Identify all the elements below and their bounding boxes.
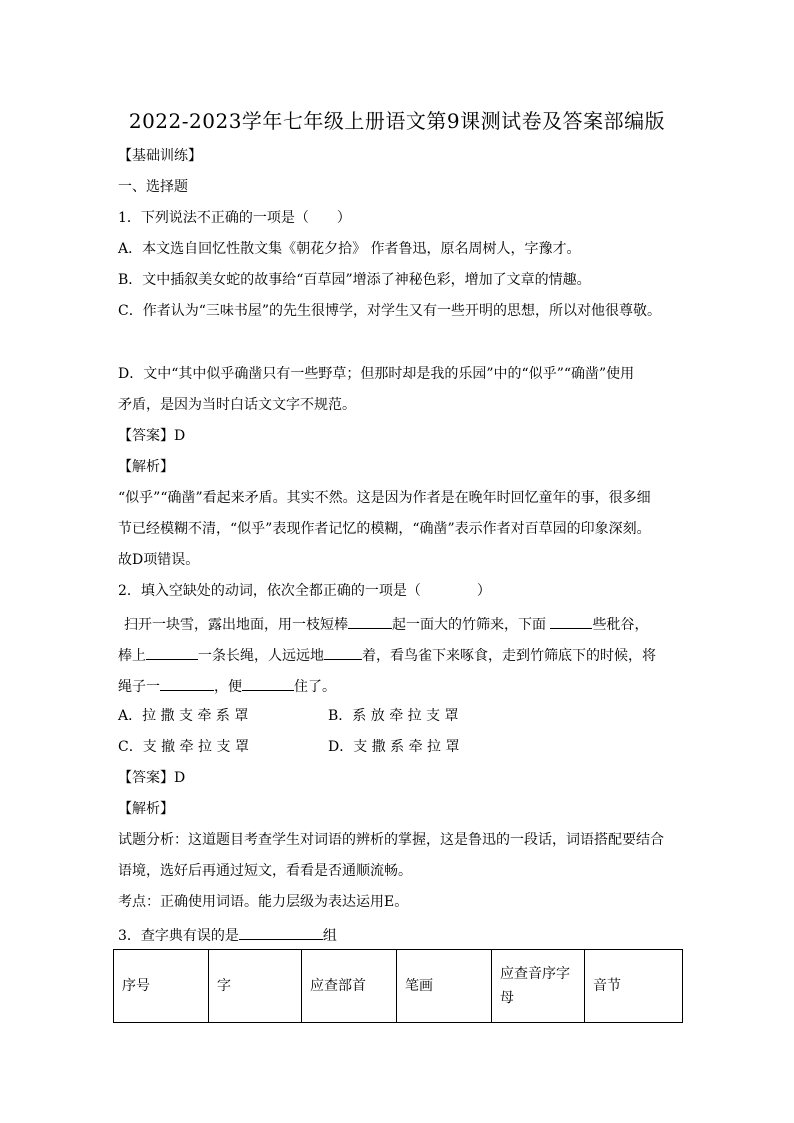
table-header-cell: 字 bbox=[209, 950, 302, 1023]
q2-passage-line2 bbox=[118, 645, 688, 666]
fill-blank bbox=[239, 925, 323, 940]
table-header-cell: 序号 bbox=[114, 950, 209, 1023]
q2-passage-text: 起一面大的竹筛来，下面 bbox=[392, 617, 551, 633]
q2-options-row2 bbox=[118, 737, 688, 757]
q1-option-c: C．作者认为“三味书屋”的先生很博学，对学生又有一些开明的思想，所以对他很尊敬。 bbox=[118, 303, 662, 319]
q1-analysis-label: 【解析】 bbox=[118, 459, 174, 475]
q3-stem bbox=[118, 925, 688, 946]
q1-analysis-line1: “似乎”“确凿”看起来矛盾。其实不然。这是因为作者是在晚年时回忆童年的事，很多细 bbox=[118, 490, 651, 506]
q2-stem: 2．填入空缺处的动词，依次全都正确的一项是（ ） bbox=[118, 583, 491, 599]
q2-passage-text: 绳子一 bbox=[118, 679, 160, 695]
document-title: 2022-2023学年七年级上册语文第9课测试卷及答案部编版 bbox=[128, 109, 666, 133]
q2-analysis-label: 【解析】 bbox=[118, 801, 174, 817]
table-header-cell: 应查音序字母 bbox=[492, 950, 585, 1023]
fill-blank bbox=[324, 645, 362, 660]
q1-option-d-line1: D．文中“其中似乎确凿只有一些野草；但那时却是我的乐园”中的“似乎”“确凿”使用 bbox=[118, 366, 635, 382]
table-header-row bbox=[114, 950, 683, 1023]
q3-stem-text: 3．查字典有误的是 bbox=[118, 928, 239, 944]
q2-passage-text: 扫开一块雪，露出地面，用一枝短棒 bbox=[124, 617, 348, 633]
fill-blank bbox=[146, 645, 198, 660]
fill-blank bbox=[348, 614, 392, 629]
q1-option-d-line2: 矛盾，是因为当时白话文文字不规范。 bbox=[118, 397, 356, 413]
q2-option-c: C．支 撤 牵 拉 支 罩 bbox=[118, 739, 249, 755]
table-header-cell: 笔画 bbox=[397, 950, 492, 1023]
dictionary-lookup-table bbox=[113, 949, 683, 1023]
q2-analysis-line3: 考点：正确使用词语。能力层级为表达运用E。 bbox=[118, 894, 409, 910]
fill-blank bbox=[550, 614, 592, 629]
q1-analysis-line3: 故D项错误。 bbox=[118, 552, 200, 568]
q2-answer: 【答案】D bbox=[118, 770, 186, 786]
fill-blank bbox=[242, 676, 294, 691]
q1-analysis-line2: 节已经模糊不清，“似乎”表现作者记忆的模糊，“确凿”表示作者对百草园的印象深刻。 bbox=[118, 521, 651, 537]
q2-analysis-line2: 语境，选好后再通过短文，看看是否通顺流畅。 bbox=[118, 863, 412, 879]
q2-passage-line3 bbox=[118, 676, 688, 697]
q1-option-a: A．本文选自回忆性散文集《朝花夕拾》 作者鲁迅，原名周树人，字豫才。 bbox=[118, 241, 581, 257]
q2-passage-text: 着，看鸟雀下来啄食，走到竹筛底下的时候，将 bbox=[362, 648, 656, 664]
q2-passage-text: 住了。 bbox=[294, 679, 336, 695]
q2-analysis-line1: 试题分析：这道题目考查学生对词语的辨析的掌握，这是鲁迅的一段话，词语搭配要结合 bbox=[118, 832, 664, 848]
q2-option-d: D．支 撒 系 牵 拉 罩 bbox=[328, 739, 460, 755]
q2-option-a: A．拉 撒 支 牵 系 罩 bbox=[118, 708, 249, 724]
q2-options-row1 bbox=[118, 706, 688, 726]
q1-answer: 【答案】D bbox=[118, 428, 186, 444]
section-basic-training: 【基础训练】 bbox=[118, 148, 202, 164]
q1-option-b: B．文中插叙美女蛇的故事给“百草园”增添了神秘色彩，增加了文章的情趣。 bbox=[118, 272, 591, 288]
q2-passage-text: 一条长绳，人远远地 bbox=[198, 648, 324, 664]
q3-stem-text: 组 bbox=[322, 928, 337, 944]
q1-stem: 1．下列说法不正确的一项是（ ） bbox=[118, 210, 351, 226]
q2-passage-text: ，便 bbox=[214, 679, 242, 695]
table-header-cell: 音节 bbox=[585, 950, 683, 1023]
fill-blank bbox=[160, 676, 214, 691]
table-header-cell: 应查部首 bbox=[302, 950, 397, 1023]
section-choice-questions: 一、选择题 bbox=[118, 179, 188, 195]
q2-passage-text: 棒上 bbox=[118, 648, 146, 664]
q2-passage-text: 些秕谷， bbox=[592, 617, 649, 633]
q2-passage-line1 bbox=[124, 614, 694, 635]
q2-option-b: B．系 放 牵 拉 支 罩 bbox=[328, 708, 459, 724]
